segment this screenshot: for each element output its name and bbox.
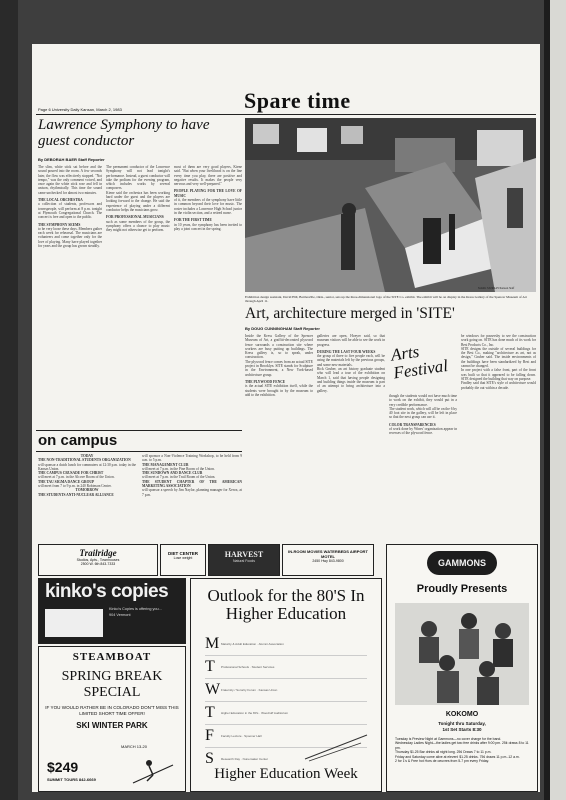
- symphony-column-2: The permanent conductor of the Lawrence Symphony will not lead tonight's performance. Instead, a guest conductor will take the podium for the evening program, which includes works by several composers. Kiene said the orchestra has been working hard under the guest and the players are looking forward to the change. He said the experience of playing under a different conductor helps the musicians grow. FOR PROFESSIONAL MUSICIANS such as some members of the group, the symphony offers a chance to play music they might not otherwise get to perform.: [106, 165, 170, 233]
- harvest-name: HARVEST: [224, 550, 264, 559]
- gammons-logo: GAMMONS: [427, 551, 497, 575]
- day-monday: M Maturity & Adult Education · Alumni Association: [205, 633, 367, 656]
- day-friday: F Faculty Lecture · Spooner Hall: [205, 725, 367, 748]
- performance-dates: Tonight thru Saturday,: [438, 721, 486, 726]
- day-wednesday: W Fraternity / Sorority Forum · Kansas Union: [205, 679, 367, 702]
- photo-credit: MARK MURRAY/Kansan Staff: [478, 287, 515, 290]
- band-members-image: [395, 603, 529, 705]
- site-headline: Art, architecture merged in 'SITE': [245, 305, 455, 322]
- folio: Page 6 University Daily Kansan, March 2, 1983: [38, 107, 122, 112]
- campus-column-1: TODAY THE NON-TRADITIONAL STUDENTS ORGANIZATION will sponsor a dutch lunch for commuters at 12:30 p.m. today in the Kansas Union. THE CAMPUS CRUSADE FOR CHRIST will meet at 7 p.m. in the Alcove Room of the Union. THE TAU SIGMA DANCE GROUP will meet from 7 to 9 p.m. in 240 Robinson Center. TOMORROW THE STUDENTS ANTI-NUCLEAR ALLIANCE: [38, 454, 136, 497]
- pencil-drawing: [301, 729, 371, 763]
- ski-winter-park: SKI WINTER PARK: [76, 721, 148, 730]
- trailridge-ad[interactable]: [38, 544, 158, 576]
- spring-break-title: SPRING BREAK SPECIAL: [61, 669, 163, 700]
- gallery-scene-image: [245, 118, 536, 292]
- symphony-byline: By DEBORAH BAER Staff Reporter: [38, 157, 105, 162]
- special-friday: 2 for 1's & Free hot Hors de oeuvres from 5-7 pm every Friday.: [395, 759, 490, 764]
- day-tuesday: T Professional Schools · Student Services: [205, 656, 367, 679]
- proudly-presents: Proudly Presents: [416, 583, 508, 595]
- airport-motel-address: 2450 Hwy 843-9800: [312, 559, 344, 563]
- binding-edge-left: [0, 0, 18, 800]
- symphony-column-1: The slim, white stick sat before and the sound poured into the room. A few seconds later, the flow was effectively stopped. "Not tempo," was the only comment voiced, and once again the white stick rose and fell in unison, rhythmically. This time the sound came unchecked for almost two minutes. THE LOCAL ORCHESTRA a collection of students, professors and townspeople, will perform at 8 p.m. tonight at Plymouth Congregational Church. The concert is free and open to the public. THE SYMPHONY SEEMS to be very loose these days. Members gather each week for rehearsal. The musicians are volunteers and come together only for the love of playing. Many have played together for years and the group has grown steadily.: [38, 165, 102, 249]
- campus-column-2: will sponsor a Non-Violence Training Workshop, to be held from 9 a.m. to 5 p.m. THE MANAGEMENT CLUB will meet at 7 p.m. in the Pine Room of the Union. THE SUNDOWN AND DANCE CLUB will meet at 7 p.m. in the Trail Room of the Union. THE STUDENT CHAPTER OF THE AMERICAN MARKETING ASSOCIATION will sponsor a speech by Jim Naylor, planning manager for Xerox, at 7 p.m.: [142, 454, 242, 497]
- campus-top-rule: [36, 430, 242, 431]
- site-column-4: be windows for passersby to see the construction work going on. SITE has done much of its work for Best Products Co., Inc. SITE designs the outside of several buildings for the Best Co., making "architecture as art, not as design," Gruber said. The inside environments of the buildings have been standardized by Best and cannot be changed. In one project with a false front, part of the front was built so that it appeared to be falling down. SITE designed the building that way on purpose. Findley said that SITE's style of architecture would probably die out within a decade.: [461, 334, 536, 390]
- summit-tours-contact: SUMMIT TOURS 842-6669: [47, 777, 96, 782]
- harvest-ad[interactable]: [208, 544, 280, 576]
- site-column-1: Inside the Kress Gallery of the Spencer Museum of Art, a graffiti-decorated plywood fence surrounds a construction site where workers are busy putting up buildings. The Kress gallery is, so to speak, under construction. The plywood fence comes from an actual SITE project in Brooklyn. SITE stands for Sculpture in the Environment, a New York-based architecture group. THE PLYWOOD FENCE is the actual SITE exhibition itself, while the students were brought in by the museum to add to the exhibition.: [245, 334, 313, 397]
- exhibition-photo: [245, 118, 536, 292]
- section-title: Spare time: [244, 88, 351, 113]
- campus-bottom-rule: [36, 451, 242, 452]
- symphony-headline: Lawrence Symphony to have guest conductor: [38, 117, 210, 149]
- campus-heading: on campus: [38, 432, 118, 449]
- higher-education-week: Higher Education Week: [214, 766, 358, 782]
- outlook-title: Outlook for the 80'S In Higher Education: [207, 586, 365, 623]
- newspaper-page: [32, 44, 540, 792]
- kinkos-ad[interactable]: [38, 578, 186, 644]
- symphony-column-3: most of them are very good players, Kiene said. "But when your livelihood is on the line every time you play, there are positive and negative results. It makes the people very nervous and very well-prepared." PEOPLE PLAYING FOR THE LOVE OF MUSIC of it, the members of the symphony have little in common beyond their love for music. The roster includes a Lawrence High School junior in the violin section, and a retired nurse. FOR THE FIRST TIME in 10 years, the symphony has been invited to play a joint concert in the spring.: [174, 165, 242, 231]
- day-thursday: T Higher Education in the 80's · Woodruff Auditorium: [205, 702, 367, 725]
- gammons-ad[interactable]: [386, 544, 538, 792]
- special-thursday: Thursday $1.25 Bar drinks all night long. 25¢ Draws 7 to 11 p.m.: [395, 750, 492, 755]
- site-column-3: though the students would not have much time to work on the exhibit, they would put in a very credible performance. The student work, which will all be on the 6 by 40 foot site in the gallery, will be left in place so that the next group can use it. COLOR TRANSPARENCIES of work done by Wines' organization appear in recesses of the plywood fence.: [389, 394, 457, 436]
- special-tuesday: Tuesday is Preview Night at Gammons—no cover charge for the band.: [395, 737, 502, 741]
- kinkos-logo: kinko's copies: [45, 581, 169, 602]
- trailridge-address: 2500 W. 6th 843-7333: [80, 562, 116, 566]
- special-wednesday: Wednesday Ladies Night—the ladies get two free drinks after 9:00 pm. 25¢ draws 8 to 11 pm.: [395, 741, 529, 750]
- harvest-line: Natural Foods: [233, 559, 255, 563]
- site-byline: By DOUG CUNNINGHAM Staff Reporter: [245, 326, 320, 331]
- page-edge-right: [550, 0, 566, 800]
- site-column-2: galleries are open, Hoeyer said, so that museum visitors will be able to see the work in progress. DURING THE LAST FOUR WEEKS the group of three to five people each, will be using the materials left by the previous groups, and some new materials. Rick Gruber, an art history graduate student who will lead a tour of the exhibition on March 1, said that having people designing and building things inside the museum is part of an attempt to bring architecture into a gallery.: [317, 334, 385, 393]
- first-set-time: 1st Set Starts 8:30: [442, 727, 482, 732]
- diet-center-line: Lose weight: [173, 556, 193, 560]
- photo-caption: Exhibition design assistant, David Hill, Bartlesville, Okla., senior, sets up the three-dimensional logo of the SITE Co. exhibit. The exhibit will be on display in the Kress Gallery of the Spencer Museum of Art through April 11.: [245, 295, 527, 303]
- spring-break-dates: MARCH 13-20: [121, 744, 148, 749]
- top-rule: [36, 114, 536, 115]
- kokomo-band-photo: [395, 603, 529, 705]
- kinkos-tagline: Kinko's Copies is offering you...: [109, 607, 162, 611]
- diet-center-ad[interactable]: [160, 544, 206, 576]
- weekly-specials: [395, 737, 529, 763]
- arts-festival-logo: Arts Festival: [389, 341, 450, 383]
- kinkos-coupon: [45, 609, 103, 637]
- spring-break-ad[interactable]: [38, 646, 186, 792]
- trailridge-name: Trailridge: [79, 548, 117, 558]
- special-weekend: Friday and Saturday come alive at eleven! $1.25 drinks. 75¢ draws 11 p.m.-12 a.m.: [395, 754, 520, 759]
- trailridge-line: Studios, Apts., Townhouses: [76, 558, 120, 562]
- airport-motel-name: IN-ROOM MOVIES WATERBEDS AIRPORT MOTEL: [288, 549, 368, 559]
- day-saturday: S Research Day · Nunemaker Center: [205, 750, 269, 767]
- airport-motel-ad[interactable]: [282, 544, 374, 576]
- kinkos-address: 904 Vermont: [109, 613, 131, 617]
- skier-illustration: [129, 755, 177, 787]
- steamboat-logo: STEAMBOAT: [72, 651, 152, 663]
- diet-center-name: DIET CENTER: [167, 551, 198, 556]
- spring-break-offer: IF YOU WOULD RATHER BE IN COLORADO DON'T MISS THIS LIMITED SHORT TIME OFFER!: [45, 705, 179, 716]
- spring-break-price: $249: [47, 759, 79, 775]
- band-name: KOKOMO: [445, 711, 479, 718]
- higher-education-week-ad[interactable]: [190, 578, 382, 792]
